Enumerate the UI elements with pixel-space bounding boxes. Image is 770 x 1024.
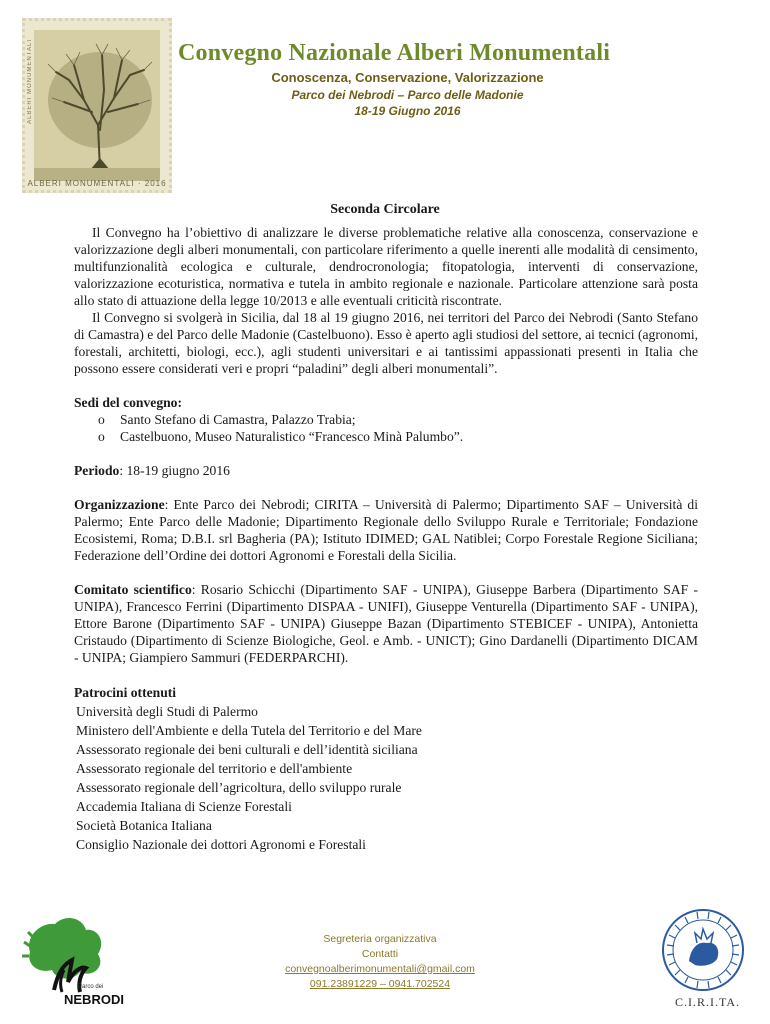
patrocini-heading: Patrocini ottenuti: [74, 685, 177, 700]
list-item: Assessorato regionale del territorio e dell'ambiente: [76, 761, 353, 776]
cirita-name: C.I.R.I.TA.: [674, 995, 741, 1009]
list-item: Accademia Italiana di Scienze Forestali: [76, 799, 292, 814]
list-item: o Santo Stefano di Camastra, Palazzo Trabia;: [98, 411, 698, 428]
intro-paragraph-1: Il Convegno ha l’obiettivo di analizzare le diverse problematiche relative alla conoscenza, conservazione e valorizzazione degli alberi monumentali, con particolare riferimento a quelle inerenti alle modalità di censimento, multifunzionalità ecologica e culturale, dendrocronologia; fitopatologia, interventi di conservazione, valorizzazione ecoturistica, normativa e tutela in ambito regionale e nazionale. Particolare attenzione sarà posta allo stato di attuazione della legge 10/2013 e alle eventuali criticità riscontrate.: [74, 225, 698, 308]
list-item: Ministero dell'Ambiente e della Tutela del Territorio e del Mare: [76, 723, 422, 738]
dates-line: 18-19 Giugno 2016: [354, 104, 461, 118]
organizzazione-label: Organizzazione: [74, 497, 165, 512]
subtitle: Conoscenza, Conservazione, Valorizzazione: [271, 70, 544, 85]
parks-line: Parco dei Nebrodi – Parco delle Madonie: [291, 88, 524, 102]
stamp-logo: [22, 18, 172, 193]
footer-contacts: [230, 932, 530, 992]
list-item: Consiglio Nazionale dei dottori Agronomi e Forestali: [76, 837, 366, 852]
stamp-caption: ALBERI MONUMENTALI · 2016: [27, 179, 167, 188]
svg-text:Parco dei: Parco dei: [78, 984, 104, 990]
list-item: Società Botanica Italiana: [76, 818, 212, 833]
phone-link[interactable]: 091.23891229 – 0941.702524: [309, 978, 451, 990]
sedi-heading: Sedi del convegno:: [74, 395, 182, 410]
email-link[interactable]: convegnoalberimonumentali@gmail.com: [285, 963, 475, 975]
list-item: Assessorato regionale dell’agricoltura, dello sviluppo rurale: [76, 780, 402, 795]
circolare-heading: Seconda Circolare: [330, 202, 440, 217]
stamp-side-text: ALBERI MONUMENTALI: [27, 39, 33, 124]
patrocini-list: [74, 702, 698, 854]
nebrodi-tree-icon: [20, 912, 140, 1012]
periodo-value: : 18-19 giugno 2016: [119, 463, 230, 478]
contatti-label: Contatti: [361, 948, 399, 960]
page-title: Convegno Nazionale Alberi Monumentali: [178, 40, 611, 66]
comitato-value: : Rosario Schicchi (Dipartimento SAF - UNIPA), Giuseppe Barbera (Dipartimento SAF - UNIPA), Francesco Ferrini (Dipartimento DISPAA - UNIFI), Giuseppe Venturella (Dipartimento SAF - UNIPA), Ettore Barone (Dipartimento SAF - UNIPA) Giuseppe Bazan (Dipartimento STEBICEF - UNIPA), Antonietta Cristaudo (Dipartimento di Scienze Biologiche, Geol. e Amb. - UNICT); Gino Dardanelli (Dipartimento DICAM - UNIPA; Giampiero Sammuri (FEDERPARCHI).: [74, 582, 698, 665]
nebrodi-logo: [20, 912, 140, 1012]
cirita-seal-icon: [655, 905, 755, 995]
stamp-image: [34, 30, 160, 181]
organizzazione-value: : Ente Parco dei Nebrodi; CIRITA – Università di Palermo; Dipartimento SAF – Università di Palermo; Ente Parco delle Madonie; Dipartimento Regionale dello Sviluppo Rurale e Territoriale; Fondazione Ecosistemi, Roma; D.B.I. srl Bagheria (PA); Istituto IDIMED; GAL Natiblei; Corpo Forestale Regione Siciliana; Federazione dell’Ordine dei dottori Agronomi e Forestali della Sicilia.: [74, 497, 698, 563]
list-item: Università degli Studi di Palermo: [76, 704, 258, 719]
tree-icon: [34, 30, 160, 181]
list-item: o Castelbuono, Museo Naturalistico “Francesco Minà Palumbo”.: [98, 428, 698, 445]
sedi-list: [74, 411, 698, 445]
intro-paragraph-2: Il Convegno si svolgerà in Sicilia, dal 18 al 19 giugno 2016, nei territori del Parco dei Nebrodi (Santo Stefano di Camastra) e del Parco delle Madonie (Castelbuono). Esso è aperto agli studiosi del settore, ai tecnici (agronomi, forestali, architetti, biologi, ecc.), agli studenti universitari e ai tantissimi appassionati presenti in Italia che possono essere considerati veri e propri “paladini” degli alberi monumentali”.: [74, 310, 698, 376]
segreteria-label: Segreteria organizzativa: [323, 933, 437, 945]
list-item: Assessorato regionale dei beni culturali e dell’identità siciliana: [76, 742, 418, 757]
comitato-label: Comitato scientifico: [74, 582, 192, 597]
document-body: [74, 224, 698, 854]
periodo-line: [74, 462, 698, 479]
organizzazione-paragraph: [74, 496, 698, 564]
svg-text:NEBRODI: NEBRODI: [64, 992, 124, 1007]
comitato-paragraph: [74, 581, 698, 666]
periodo-label: Periodo: [74, 463, 120, 478]
